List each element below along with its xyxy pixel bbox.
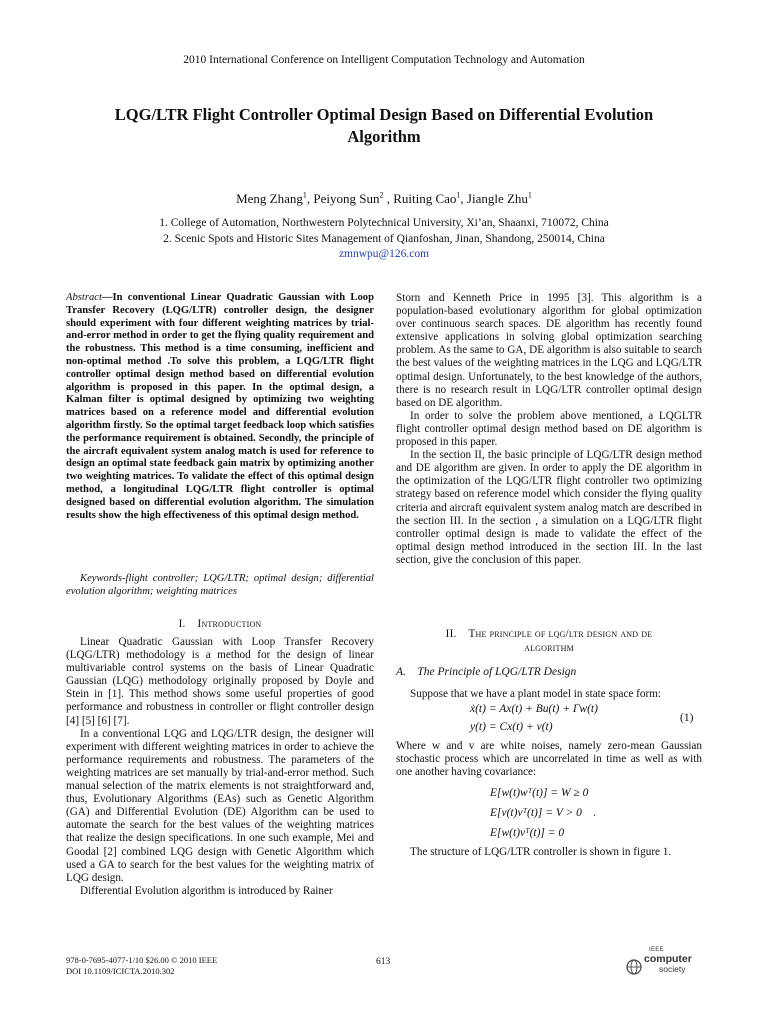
paragraph: Linear Quadratic Gaussian with Loop Transfer Recovery (LQG/LTR) methodology is a method for the design of linear multivariable control systems on the basis of Linear Quadratic Gaussian (LQG) methodology originally proposed by Doyle and Stein in [1]. This method shows some useful properties of good performance and robustness in controller or flight controller design [4] [5] [6] [7]. bbox=[66, 636, 374, 727]
paragraph: In a conventional LQG and LQG/LTR design, the designer will experiment with different weighting matrices in order to achieve the performance requirements and robustness. The parameters of the weighting matrices are set manually by trial-and-error method. Such manual selection of the matrix elements is not straightforward and, thus, Evolutionary Algorithms (EAs) such as Genetic Algorithm (GA) and Differential Evolution (DE) Algorithm can be used to automate the search for the best values of the weighting matrices that realize the design specifications. In one such example, Mei and Goodal [2] combined LQG design with Genetic Algorithm which used a GA to search for the best values for the weighting matrix of LQG design. bbox=[66, 727, 374, 884]
page-number: 613 bbox=[376, 957, 391, 967]
paragraph bbox=[396, 740, 702, 779]
equation-3 bbox=[490, 807, 596, 819]
conference-header: 2010 International Conference on Intelligent Computation Technology and Automation bbox=[183, 54, 585, 66]
paragraph: Differential Evolution algorithm is introduced by Rainer bbox=[80, 884, 333, 897]
introduction-body bbox=[66, 636, 374, 898]
paragraph: Storn and Kenneth Price in 1995 [3]. This algorithm is a population-based evolutionary algorithm for global optimization over continuous search spaces. DE algorithm has recently found extensive applications in solving global optimization searching problem. As the same to GA, DE algorithm is also suitable to search the best values of the weighting matrices in the LQG and LQG/LTR optimal design. Unfortunately, to the best knowledge of the authors, there is no research result in LQG/LTR controller optimal design based on DE algorithm. bbox=[396, 292, 702, 409]
section-heading-introduction bbox=[66, 618, 374, 630]
paragraph bbox=[396, 846, 702, 859]
paper-title bbox=[60, 104, 708, 148]
paragraph: In the section II, the basic principle of LQG/LTR design method and DE algorithm are given. In order to apply the DE algorithm in the optimization of the LQG/LTR flight controller two optimizing strategy based on reference model which consider the flying quality criteria and aircraft equivalent system analog match are described in the section III. In the section , a simulation on a LQG/LTR flight controller optimal design is made to validate the effect of the optimal design method introduced in the section III. In the last section, give the conclusion of this paper. bbox=[396, 449, 702, 566]
subsection-title: The Principle of LQG/LTR Design bbox=[417, 666, 577, 678]
author-name: Jiangle Zhu bbox=[466, 191, 528, 206]
affiliation-1: 1. College of Automation, Northwestern Polytechnical University, Xi’an, Shaanxi, 710072, China bbox=[159, 217, 609, 229]
logo-ieee-text: IEEE bbox=[649, 947, 664, 953]
abstract-text: In conventional Linear Quadratic Gaussian with Loop Transfer Recovery (LQG/LTR) controller design, the designer should experiment with four different weighting matrices by trial-and-error method in order to get the flying quality requirement and the robustness. This method is a time consuming, inefficient and non-optimal method .To solve this problem, a LQG/LTR flight controller optimal design method based on differential evolution algorithm is proposed in this paper. In the optimal design, a Kalman filter is optimal designed by optimizing two weighting matrices based on a reference model and differential evolution algorithm firstly. So the optimal target feedback loop which satisfies the performance requirement is obtained. Secondly, the principle of the aircraft equivalent system analog match is used for reference to design an optimal state feedback gain matrix by optimizing another two weighting matrices. To validate the effect of this optimal design method, a longitudinal LQG/LTR flight controller is optimal designed based on differential evolution algorithm. The simulation results show the high effectiveness of this optimal design method. bbox=[66, 292, 374, 521]
equation-2: E[w(t)wᵀ(t)] = W ≥ 0 bbox=[490, 787, 589, 799]
paragraph-text: The structure of LQG/LTR controller is shown in figure 1. bbox=[410, 846, 672, 858]
equation-3-body: E[v(t)vᵀ(t)] = V > 0 bbox=[490, 807, 582, 819]
author-list bbox=[0, 191, 768, 207]
author-separator: , bbox=[383, 191, 394, 206]
equation-1-line-2: y(t) = Cx(t) + v(t) bbox=[470, 721, 553, 733]
author-affiliation-mark: 1 bbox=[302, 190, 307, 200]
author-separator: , bbox=[460, 191, 467, 206]
logo-computer-text: computer bbox=[644, 953, 692, 965]
right-column-intro bbox=[396, 292, 702, 567]
abstract bbox=[66, 292, 374, 522]
title-line-2: Algorithm bbox=[347, 127, 421, 146]
author-name: Ruiting Cao bbox=[393, 191, 457, 206]
footer-isbn: 978-0-7695-4077-1/10 $26.00 © 2010 IEEE bbox=[66, 955, 218, 965]
author-affiliation-mark: 2 bbox=[379, 190, 384, 200]
abstract-label: Abstract bbox=[66, 292, 102, 303]
equation-1-line-1: ẋ(t) = Ax(t) + Bu(t) + Γw(t) bbox=[470, 703, 598, 715]
globe-icon bbox=[626, 959, 642, 975]
section-title: Introduction bbox=[197, 618, 262, 630]
section-title-continued: algorithm bbox=[524, 642, 574, 654]
author-name: Peiyong Sun bbox=[313, 191, 380, 206]
subsection-heading bbox=[396, 666, 702, 678]
keywords: Keywords-flight controller; LQG/LTR; optimal design; differential evolution algorithm; weighting matrices bbox=[66, 573, 374, 597]
ieee-computer-society-logo bbox=[626, 947, 706, 977]
section-heading-principle bbox=[396, 627, 702, 655]
equation-number: (1) bbox=[680, 712, 694, 724]
author-email-link[interactable]: zmnwpu@126.com bbox=[338, 248, 430, 260]
author-affiliation-mark: 1 bbox=[527, 190, 532, 200]
paragraph: In order to solve the problem above mentioned, a LQGLTR flight controller optimal design method based on DE algorithm is proposed in this paper. bbox=[396, 409, 702, 449]
author-name: Meng Zhang bbox=[236, 191, 303, 206]
footer-doi: DOI 10.1109/ICICTA.2010.302 bbox=[66, 966, 175, 976]
subsection-letter: A. bbox=[396, 666, 406, 678]
paragraph-text: Where w and v are white noises, namely zero-mean Gaussian stochastic process which are uncorrelated in time as well as with one another having covariance: bbox=[396, 740, 702, 779]
equation-4: E[w(t)vᵀ(t)] = 0 bbox=[490, 827, 565, 839]
author-separator: , bbox=[306, 191, 314, 206]
affiliation-2: 2. Scenic Spots and Historic Sites Management of Qianfoshan, Jinan, Shandong, 250014, China bbox=[163, 233, 605, 245]
section-number: II. bbox=[445, 628, 457, 640]
paragraph bbox=[396, 688, 702, 701]
abstract-dash: — bbox=[101, 292, 113, 303]
section-title: The principle of lqg/ltr design and de bbox=[468, 628, 653, 640]
logo-society-text: society bbox=[659, 964, 686, 974]
title-line-1: LQG/LTR Flight Controller Optimal Design Based on Differential Evolution bbox=[114, 105, 654, 124]
footer-publication-info bbox=[66, 955, 306, 977]
author-affiliation-mark: 1 bbox=[456, 190, 461, 200]
paragraph-text: Suppose that we have a plant model in state space form: bbox=[410, 688, 662, 700]
section-number: I. bbox=[178, 618, 186, 630]
equation-3-period: . bbox=[593, 807, 597, 819]
